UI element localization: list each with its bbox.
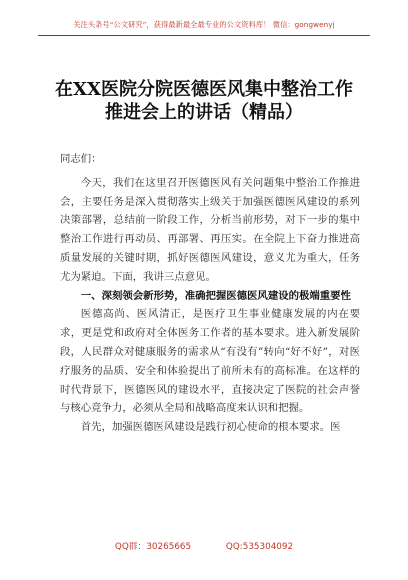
footer-qq-group: QQ群：30265665 [114, 542, 192, 552]
title-line-1: 在XX医院分院医德医风集中整治工作 [55, 79, 353, 100]
paragraph-intro: 今天，我们在这里召开医德医风有关问题集中整治工作推进会，主要任务是深入贯彻落实上级关于加强医德医风建设的系列决策部署，总结前一阶段工作，分析当前形势，对下一步的集中整治工作进行再动员、再部署、再压实。在全院上下奋力推进高质量发展的关键时期，抓好医德医风建设，意义尤为重大，任务尤为紧迫。下面，我讲三点意见。 [60, 176, 360, 283]
header-divider [38, 35, 370, 36]
document-title [30, 78, 378, 124]
footer-contact [0, 539, 408, 552]
section-heading-1: 一、深刻领会新形势，准确把握医德医风建设的极端重要性 [80, 289, 351, 302]
salutation: 同志们： [60, 153, 102, 165]
paragraph-3: 首先，加强医德医风建设是践行初心使命的根本要求。医 [80, 421, 341, 434]
paragraph-2: 医德高尚、医风清正，是医疗卫生事业健康发展的内在要求，更是党和政府对全体医务工作者的基本要求。进入新发展阶段，人民群众对健康服务的需求从“有没有”转向“好不好”，对医疗服务的品质、安全和体验提出了前所未有的高标准。在这样的时代背景下，医德医风的建设水平，直接决定了医院的社会声誉与核心竞争力，必须从全局和战略高度来认识和把握。 [60, 308, 360, 415]
header-banner: 关注头条号“公文研究”，获得最新最全最专业的公文资料库！ 微信：gongwenyj [73, 20, 335, 29]
title-line-2: 推进会上的讲话（精品） [105, 102, 303, 123]
footer-qq-number: QQ:535304092 [225, 542, 294, 552]
document-body [60, 150, 360, 437]
